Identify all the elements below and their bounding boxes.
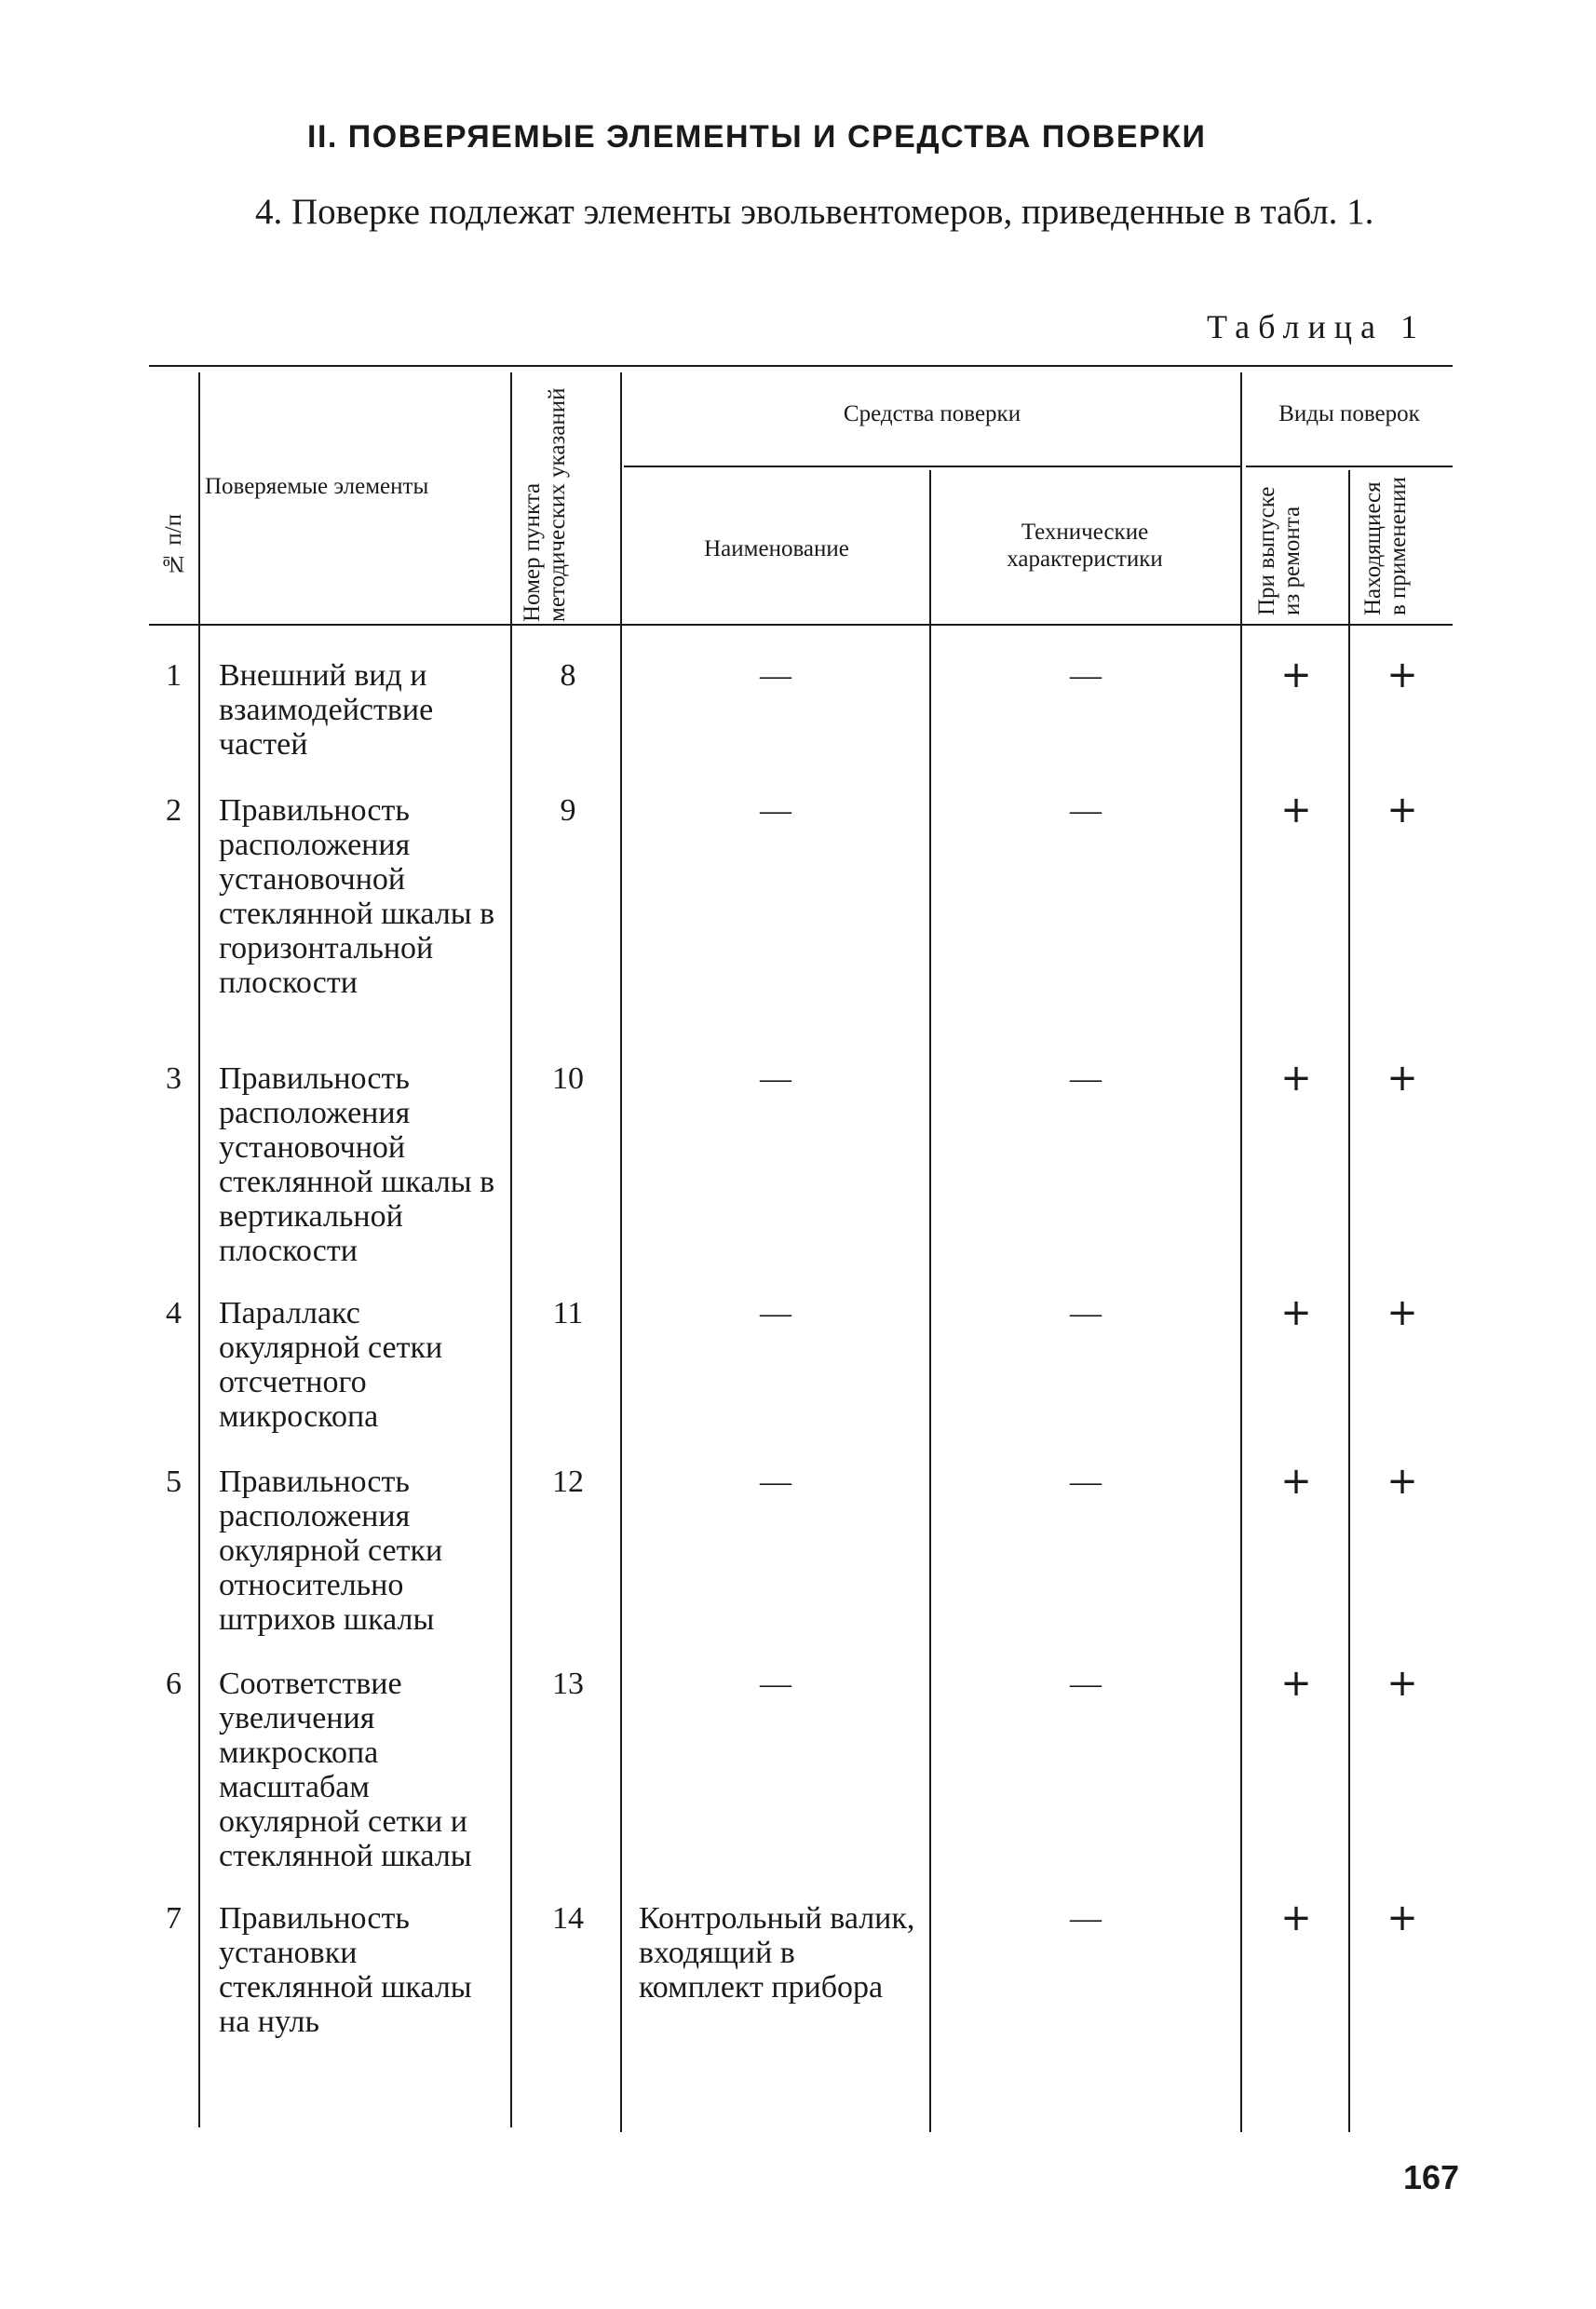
table-caption: Таблица 1 <box>1207 308 1426 345</box>
cell-in-use: + <box>1386 1897 1418 1939</box>
cell-in-use: + <box>1386 789 1418 831</box>
cell-means-specs: — <box>1070 1061 1102 1096</box>
cell-no: 1 <box>166 658 182 693</box>
cell-element: Правильность расположения установочной стеклянной шкалы в горизонтальной плоскости <box>219 793 495 1000</box>
cell-clause: 9 <box>560 793 576 828</box>
cell-element: Правильность расположения установочной стеклянной шкалы в вертикальной плоскости <box>219 1061 495 1268</box>
header-types-group: Виды поверок <box>1278 401 1420 426</box>
header-clause: Номер пункта методических указаний <box>520 386 570 622</box>
header-group-rule-means <box>624 466 1240 467</box>
cell-in-use: + <box>1386 1460 1418 1503</box>
cell-in-use: + <box>1386 1662 1418 1705</box>
cell-release: + <box>1280 1460 1312 1503</box>
cell-element: Соответствие увеличения микроскопа масштабам окулярной сетки и стеклянной шкалы <box>219 1667 472 1873</box>
cell-element: Параллакс окулярной сетки отсчетного микроскопа <box>219 1296 443 1434</box>
page-number: 167 <box>1403 2158 1460 2196</box>
col-rule-elements <box>510 372 512 2127</box>
cell-means-specs: — <box>1070 1296 1102 1330</box>
header-means-name: Наименование <box>704 536 849 561</box>
cell-release: + <box>1280 654 1312 696</box>
cell-means-name: — <box>760 1061 791 1096</box>
header-means-group: Средства поверки <box>843 401 1021 426</box>
cell-clause: 10 <box>552 1061 584 1096</box>
cell-means-name: Контрольный валик, входящий в комплект прибора <box>639 1901 915 2005</box>
cell-release: + <box>1280 1291 1312 1334</box>
cell-clause: 11 <box>552 1296 584 1330</box>
cell-release: + <box>1280 789 1312 831</box>
cell-in-use: + <box>1386 1291 1418 1334</box>
header-group-rule-types <box>1246 466 1453 467</box>
section-heading: II. ПОВЕРЯЕМЫЕ ЭЛЕМЕНТЫ И СРЕДСТВА ПОВЕРКИ <box>307 119 1207 155</box>
cell-means-specs: — <box>1070 1667 1102 1701</box>
cell-means-name: — <box>760 793 791 828</box>
cell-no: 2 <box>166 793 182 828</box>
cell-release: + <box>1280 1662 1312 1705</box>
header-row-no: № п/п <box>161 513 186 576</box>
table-top-rule <box>149 365 1453 367</box>
header-means-specs: Технические характеристики <box>1007 520 1163 572</box>
header-bottom-rule <box>149 624 1453 626</box>
cell-clause: 12 <box>552 1465 584 1499</box>
cell-means-specs: — <box>1070 658 1102 693</box>
cell-no: 6 <box>166 1667 182 1701</box>
cell-in-use: + <box>1386 1057 1418 1100</box>
col-rule-clause <box>620 372 622 2132</box>
cell-means-specs: — <box>1070 1901 1102 1936</box>
cell-no: 5 <box>166 1465 182 1499</box>
cell-means-name: — <box>760 1296 791 1330</box>
cell-clause: 13 <box>552 1667 584 1701</box>
cell-means-name: — <box>760 1667 791 1701</box>
col-rule-types <box>1348 470 1350 2132</box>
cell-means-specs: — <box>1070 1465 1102 1499</box>
col-rule-specs <box>1240 372 1242 2132</box>
intro-paragraph: 4. Поверке подлежат элементы эвольвентомеров, приведенные в табл. 1. <box>255 192 1374 232</box>
cell-means-specs: — <box>1070 793 1102 828</box>
cell-no: 4 <box>166 1296 182 1330</box>
cell-clause: 14 <box>552 1901 584 1936</box>
cell-no: 7 <box>166 1901 182 1936</box>
cell-in-use: + <box>1386 654 1418 696</box>
col-rule-no <box>198 372 200 2127</box>
cell-element: Внешний вид и взаимодействие частей <box>219 658 434 762</box>
cell-clause: 8 <box>560 658 576 693</box>
cell-no: 3 <box>166 1061 182 1096</box>
header-elements: Поверяемые элементы <box>205 474 429 499</box>
header-type-in-use: Находящиеся в применении <box>1360 477 1411 615</box>
cell-means-name: — <box>760 658 791 693</box>
header-type-release: При выпуске из ремонта <box>1254 486 1305 615</box>
cell-release: + <box>1280 1057 1312 1100</box>
cell-element: Правильность установки стеклянной шкалы на нуль <box>219 1901 472 2039</box>
cell-release: + <box>1280 1897 1312 1939</box>
cell-element: Правильность расположения окулярной сетки относительно штрихов шкалы <box>219 1465 443 1637</box>
col-rule-means <box>929 470 931 2132</box>
cell-means-name: — <box>760 1465 791 1499</box>
